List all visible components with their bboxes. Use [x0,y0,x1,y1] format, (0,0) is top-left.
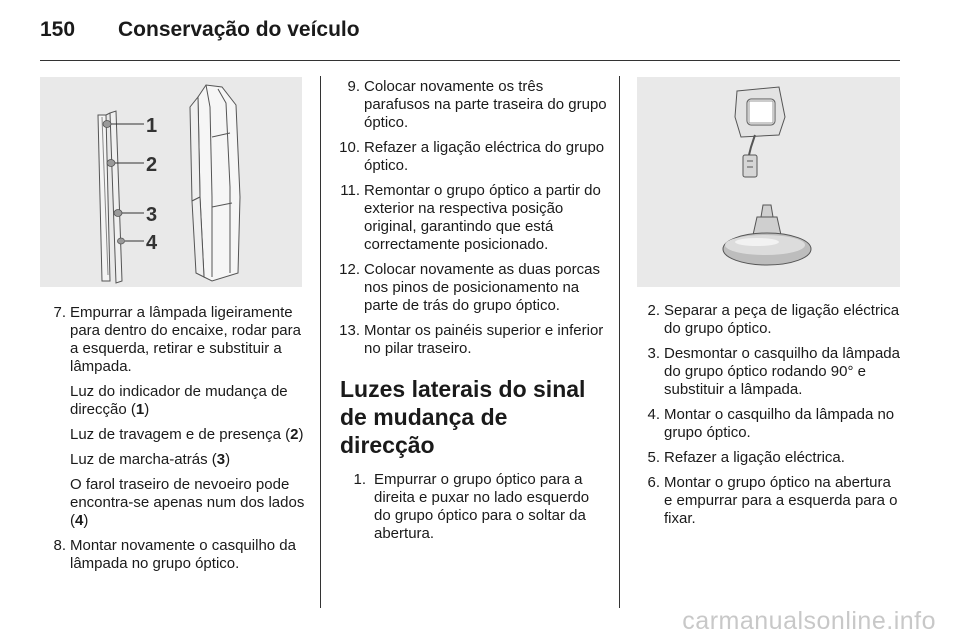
light-housing [190,85,240,281]
step-5: 5. Refazer a ligação eléctrica. [647,449,845,466]
note-fog-light: O farol traseiro de nevoeiro pode encontra-se apenas num dos lados (4) [70,476,305,529]
callout-1: 1 [146,115,158,137]
column-right [640,302,902,535]
step-number: 8. [53,537,66,554]
step-3: 3. Desmontar o casquilho da lâmpada do grupo óptico rodando 90° e substituir a lâmpada. [647,345,900,398]
callout-4: 4 [146,232,158,254]
rear-light-figure [40,77,302,287]
step-6: 6. Montar o grupo óptico na abertura e empurrar para a esquerda para o fixar. [647,474,898,527]
page-number: 150 [40,18,76,41]
side-indicator-illustration [637,77,900,287]
note-brake-light: Luz de travagem e de presença (2) [70,426,304,443]
page-title: Conservação do veículo [118,18,360,41]
step-text: Montar novamente o casquilho da lâmpada no grupo óptico. [70,537,296,572]
lamp-housing [735,87,785,137]
step-text: Empurrar a lâmpada ligeiramente para dentro do encaixe, rodar para a esquerda, retirar e substituir a lâmpada. [70,304,301,375]
column-left [46,304,310,580]
step-8 [46,537,310,573]
section-heading: Luzes laterais do sinal de mudança de direcção [340,376,586,458]
bulb-holder-strip [98,111,122,283]
bulb-socket [753,205,781,235]
indicator-lens [723,233,811,265]
step-1: 1. Empurrar o grupo óptico para a direita e puxar no lado esquerdo do grupo óptico para o soltar da abertura. [353,471,590,542]
side-indicator-figure [637,77,900,287]
column-divider-left [320,76,321,608]
callout-2: 2 [146,154,158,176]
step-9: 9. Colocar novamente os três parafusos na parte traseira do grupo óptico. [347,78,607,131]
connector [743,135,757,177]
step-11: 11. Remontar o grupo óptico a partir do exterior na respectiva posição original, garantindo que está correctamente posicionado. [340,182,601,253]
header-rule [40,60,900,61]
step-7 [46,304,310,376]
step-10: 10. Refazer a ligação eléctrica do grupo óptico. [339,139,605,174]
callout-3: 3 [146,204,158,226]
rear-light-illustration [40,77,302,287]
note-reverse-light: Luz de marcha-atrás (3) [70,451,231,468]
column-divider-right [619,76,620,608]
column-middle [340,78,608,550]
step-number: 7. [53,304,66,321]
note-indicator-light: Luz do indicador de mudança de direcção (1) [70,383,288,418]
step-4: 4. Montar o casquilho da lâmpada no grupo óptico. [647,406,895,441]
step-2: 2. Separar a peça de ligação eléctrica do grupo óptico. [647,302,900,337]
step-13: 13. Montar os painéis superior e inferior no pilar traseiro. [339,322,604,357]
step-12: 12. Colocar novamente as duas porcas nos pinos de posicionamento na parte de trás do grupo óptico. [339,261,600,314]
watermark: carmanualsonline.info [682,607,936,635]
